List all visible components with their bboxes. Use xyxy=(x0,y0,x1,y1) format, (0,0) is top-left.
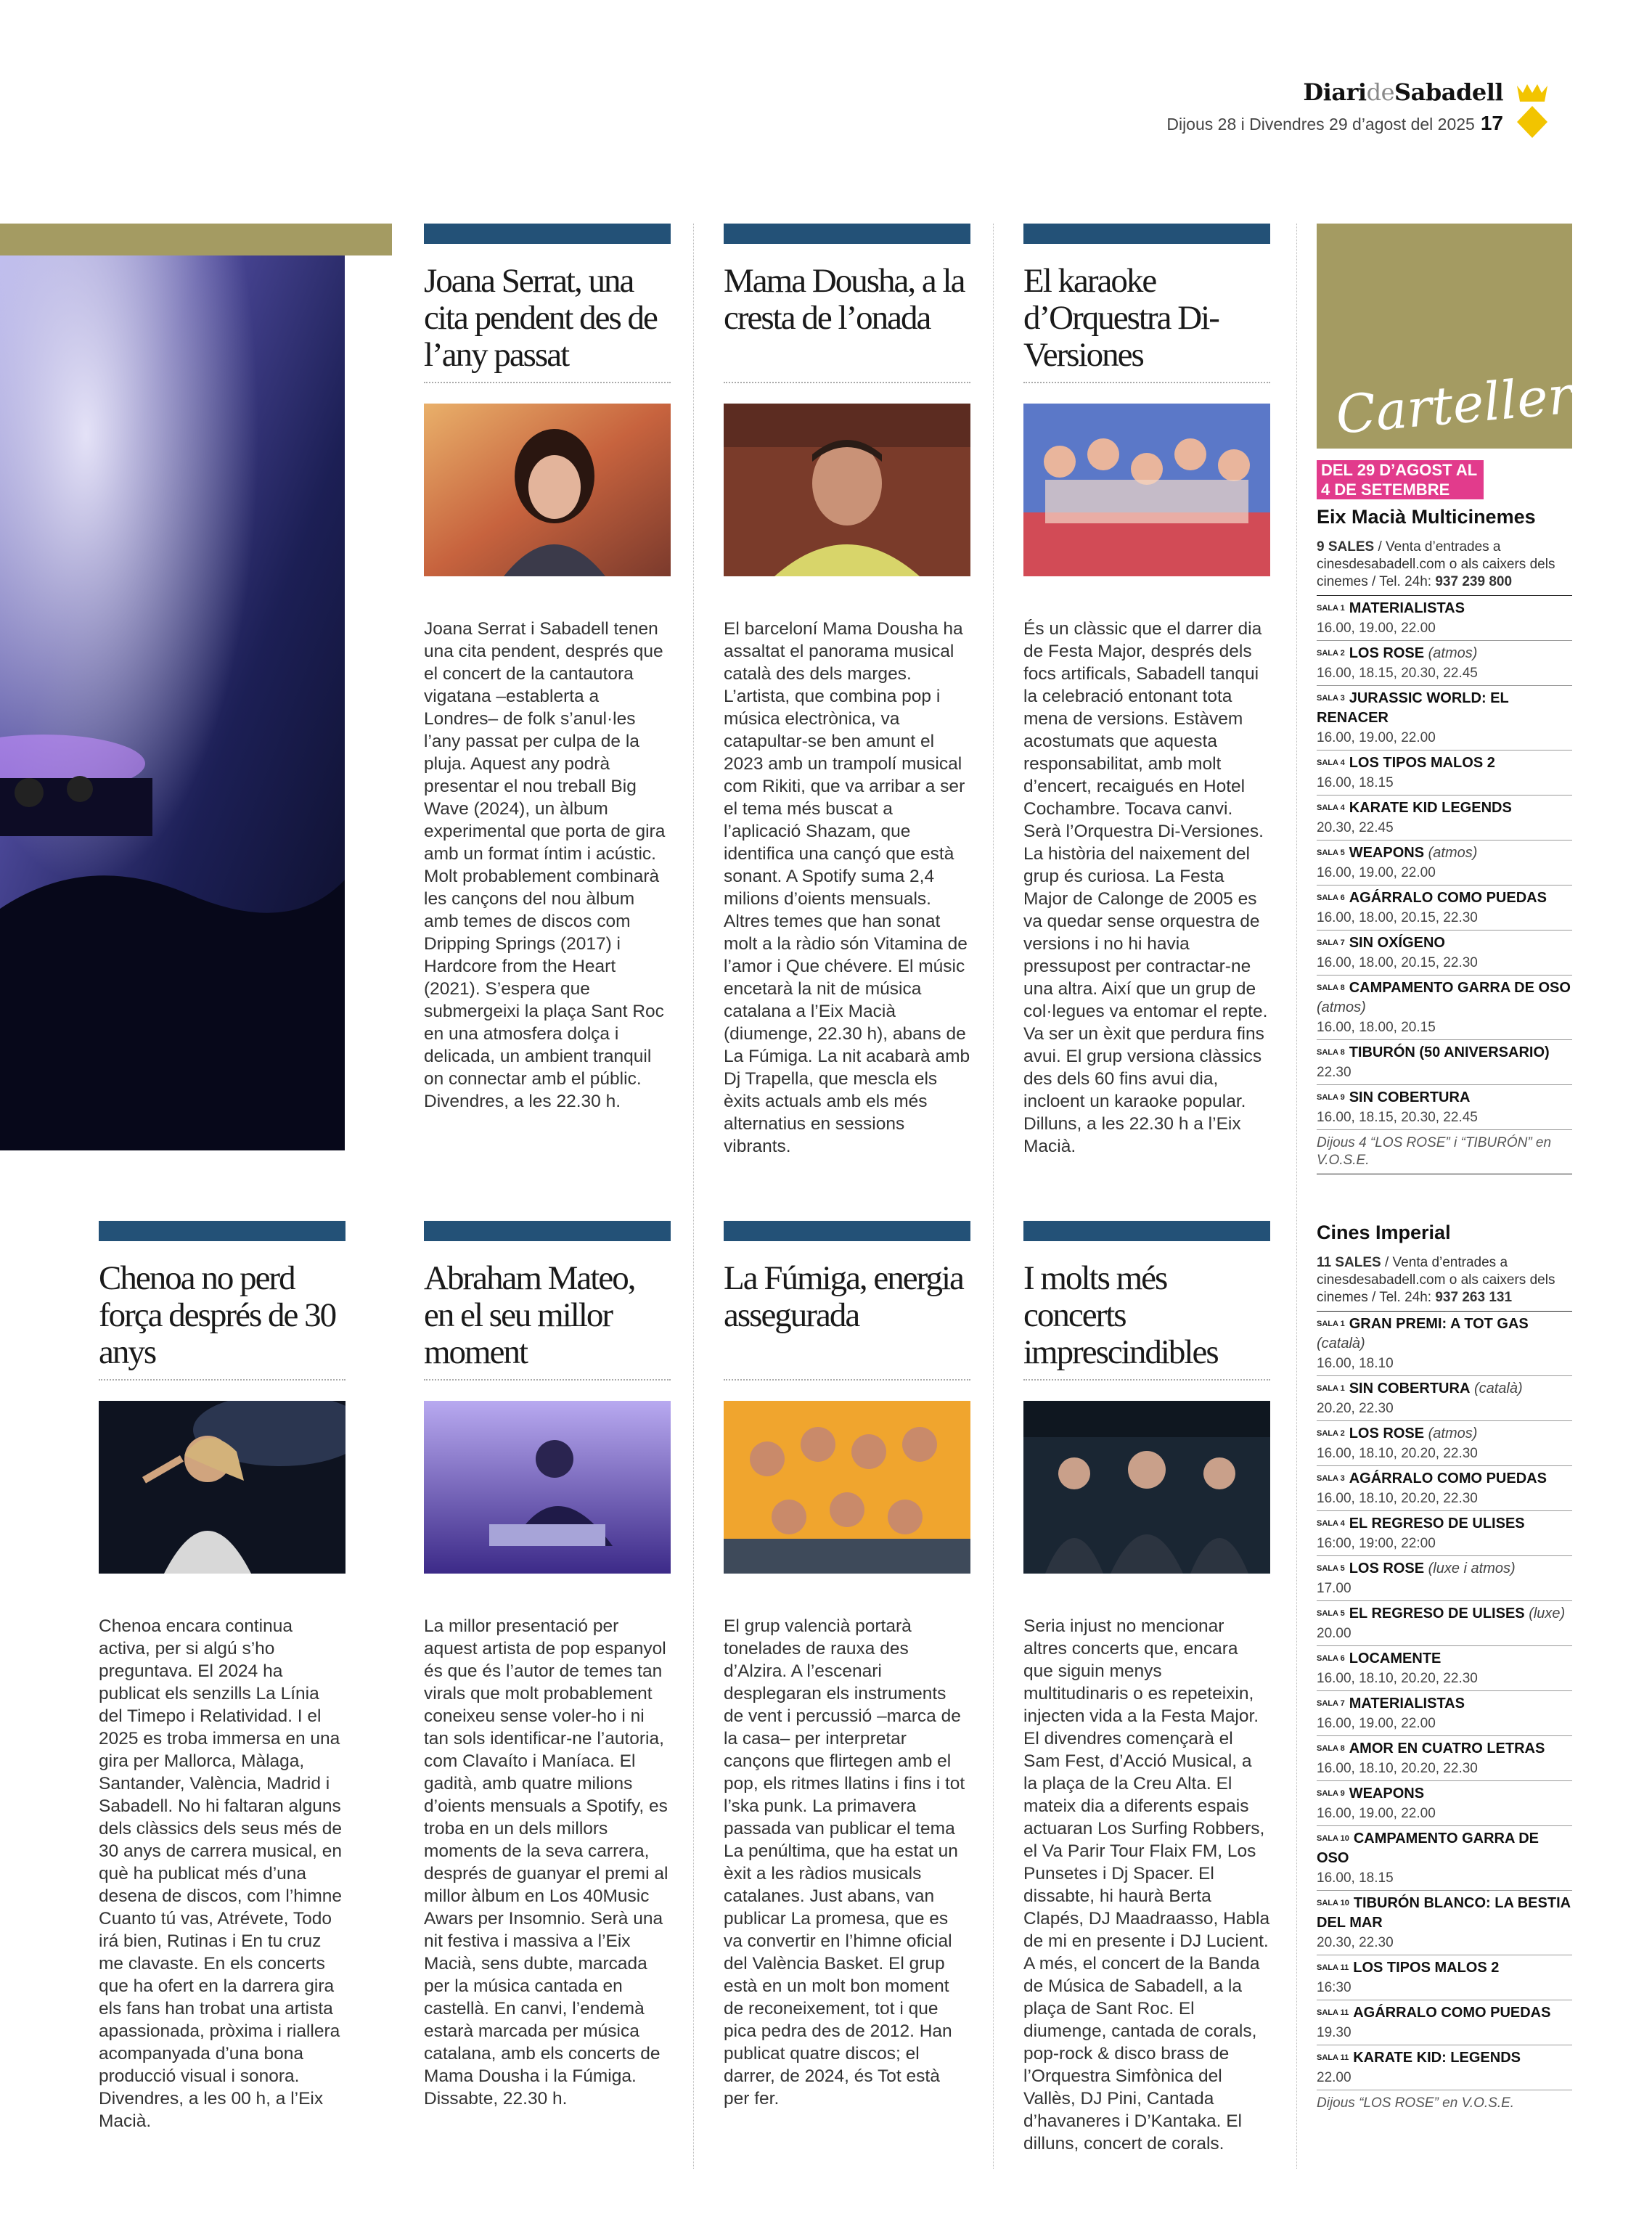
concert-group-photo xyxy=(1023,1401,1270,1574)
article-title: La Fúmiga, energia assegurada xyxy=(724,1259,963,1334)
film-row xyxy=(1317,1736,1572,1781)
film-title: SIN COBERTURA xyxy=(1349,1089,1471,1105)
film-title: AMOR EN CUATRO LETRAS xyxy=(1349,1741,1545,1756)
article-body: Chenoa encara continua activa, per si algú s’ho preguntava. El 2024 ha publicat els senzills La Línia del Timepo i Relatividad. I el 2025 es troba immersa en una gira per Mallorca, Màlaga, Santander, València, Madrid i Sabadell. No hi faltaran alguns dels clàssics dels seus més de 30 anys de carrera musical, en què ha publicat més d’una desena de discos, com l’himne Cuanto tú vas, Atrévete, Todo irá bien, Rutinas i En tu cruz me clavaste. En els concerts que ha ofert en la darrera gira els fans han trobat una artista apassionada, pròxima i riallera acompanyada d’una bona producció visual i sonora. Divendres, a les 00 h, a l’Eix Macià. xyxy=(99,1616,343,2131)
film-format: (atmos) xyxy=(1428,1426,1478,1441)
film-hours: 16.00, 18.10, 20.20, 22.30 xyxy=(1317,1491,1478,1506)
cartellera-title: Cartellera xyxy=(1333,361,1606,446)
title-rule xyxy=(1023,382,1270,383)
film-title: AGÁRRALO COMO PUEDAS xyxy=(1349,890,1547,906)
article-body: La millor presentació per aquest artista de pop espanyol és que és l’autor de temes tan virals que molt probablement coneixeu sense voler-ho i ni tan sols identificar-ne l’autoria, com Clavaíto i Maníaca. El gadità, amb quatre milions d’oients mensuals a Spotify, es troba en un dels millors moments de la seva carrera, després de guanyar el premi al millor àlbum en Los 40Music Awars per Insomnio. Serà una nit festiva i massiva a l’Eix Macià, sens dubte, marcada per la música cantada en castellà. En canvi, l’endemà estarà marcada per música catalana, amb els concerts de Mama Dousha i la Fúmiga. Dissabte, 22.30 h. xyxy=(424,1616,668,2109)
film-hours: 16.00, 18.00, 20.15 xyxy=(1317,1020,1436,1035)
film-title: GRAN PREMI: A TOT GAS xyxy=(1349,1316,1529,1332)
abraham-mateo-photo xyxy=(424,1401,671,1574)
film-title: LOS ROSE xyxy=(1349,1426,1425,1441)
film-format: (atmos) xyxy=(1428,645,1478,661)
film-format: (luxe) xyxy=(1529,1606,1566,1621)
sala-label: SALA 2 xyxy=(1317,649,1345,658)
cinema-info: 9 SALES / Venta d’entrades a cinesdesabadell.com o als caixers dels cinemes / Tel. 24h: 937 239 800 xyxy=(1317,539,1572,596)
film-hours: 16.00, 18.00, 20.15, 22.30 xyxy=(1317,955,1478,970)
cartellera-header xyxy=(1317,224,1606,449)
section-bar xyxy=(424,224,671,244)
article-title: Joana Serrat, una cita pendent des de l’any passat xyxy=(424,262,657,374)
sala-label: SALA 7 xyxy=(1317,938,1345,947)
film-title: TIBURÓN (50 ANIVERSARIO) xyxy=(1349,1044,1550,1060)
film-hours: 17.00 xyxy=(1317,1581,1352,1596)
film-row xyxy=(1317,596,1572,641)
sala-label: SALA 1 xyxy=(1317,1320,1345,1328)
cinema-name: Cines Imperial xyxy=(1317,1222,1451,1243)
film-title: SIN COBERTURA xyxy=(1349,1381,1471,1396)
film-row xyxy=(1317,931,1572,976)
film-title: SIN OXÍGENO xyxy=(1349,935,1445,951)
film-format: (luxe i atmos) xyxy=(1428,1561,1516,1576)
sala-label: SALA 5 xyxy=(1317,1564,1345,1573)
film-hours: 16.00, 18.15, 20.30, 22.45 xyxy=(1317,1110,1478,1125)
sala-label: SALA 8 xyxy=(1317,1744,1345,1753)
section-bar xyxy=(1023,224,1270,244)
film-row xyxy=(1317,841,1572,886)
concert-photo xyxy=(0,255,345,1150)
film-row xyxy=(1317,2000,1572,2045)
page-number: 17 xyxy=(1480,112,1503,134)
sala-label: SALA 9 xyxy=(1317,1093,1345,1102)
film-title: TIBURÓN BLANCO: LA BESTIA DEL MAR xyxy=(1317,1895,1571,1931)
sala-label: SALA 11 xyxy=(1317,2053,1349,2062)
column-separator xyxy=(693,224,694,2169)
sala-label: SALA 2 xyxy=(1317,1429,1345,1438)
sala-label: SALA 11 xyxy=(1317,2008,1349,2017)
film-hours: 16.00, 19.00, 22.00 xyxy=(1317,1716,1436,1731)
masthead xyxy=(1166,78,1503,135)
film-format: (català) xyxy=(1473,1381,1523,1396)
di-versiones-photo xyxy=(1023,404,1270,576)
film-list xyxy=(1317,596,1572,1130)
film-row xyxy=(1317,886,1572,931)
film-row xyxy=(1317,796,1572,841)
film-hours: 16.00, 18.15 xyxy=(1317,775,1394,790)
film-title: EL REGRESO DE ULISES xyxy=(1349,1516,1525,1531)
film-hours: 20.30, 22.30 xyxy=(1317,1935,1394,1950)
title-rule xyxy=(99,1379,345,1381)
sala-label: SALA 1 xyxy=(1317,1384,1345,1393)
sala-label: SALA 5 xyxy=(1317,1609,1345,1618)
sala-label: SALA 8 xyxy=(1317,1048,1345,1057)
film-title: CAMPAMENTO GARRA DE OSO xyxy=(1317,1831,1539,1866)
title-rule xyxy=(424,1379,671,1381)
film-title: AGÁRRALO COMO PUEDAS xyxy=(1349,1471,1547,1486)
film-title: EL REGRESO DE ULISES xyxy=(1349,1606,1525,1621)
mama-dousha-photo xyxy=(724,404,970,576)
article-mama-dousha xyxy=(724,224,970,1158)
column-separator xyxy=(993,224,994,2169)
film-row xyxy=(1317,1421,1572,1466)
film-title: JURASSIC WORLD: EL RENACER xyxy=(1317,690,1509,726)
sala-label: SALA 4 xyxy=(1317,803,1345,812)
section-bar xyxy=(424,1221,671,1241)
article-title: Chenoa no perd força després de 30 anys xyxy=(99,1259,336,1371)
article-altres-concerts xyxy=(1023,1221,1270,2155)
article-body: El barceloní Mama Dousha ha assaltat el panorama musical català des dels marges. L’artista, que combina pop i música electrònica, va catapultar-se ben amunt el 2023 amb un trampolí musical com Rikiti, que va arribar a ser el tema més buscat a l’aplicació Shazam, que identifica una cançó que està sonant. A Spotify suma 2,4 milions d’oients mensuals. Altres temes que han sonat molt a la ràdio són Vitamina de l’amor i Que chévere. El músic encetarà la nit de música catalana a l’Eix Macià (diumenge, 22.30 h), abans de La Fúmiga. La nit acabarà amb Dj Trapella, que mescla els èxits actuals amb els més alternatius en sessions vibrants. xyxy=(724,619,970,1156)
column-separator xyxy=(1296,224,1297,2169)
film-hours: 16.00, 18.10, 20.20, 22.30 xyxy=(1317,1446,1478,1461)
sala-label: SALA 3 xyxy=(1317,694,1345,703)
film-hours: 16.00, 18.15 xyxy=(1317,1870,1394,1886)
hero-bar xyxy=(0,224,392,255)
film-row xyxy=(1317,1312,1572,1376)
date-range-badge: DEL 29 D’AGOST AL 4 DE SETEMBRE xyxy=(1317,460,1484,499)
film-title: KARATE KID: LEGENDS xyxy=(1353,2050,1521,2066)
article-title: Mama Dousha, a la cresta de l’onada xyxy=(724,262,965,337)
section-bar xyxy=(99,1221,345,1241)
cinema-name: Eix Macià Multicinemes xyxy=(1317,506,1536,528)
joana-serrat-photo xyxy=(424,404,671,576)
sala-label: SALA 10 xyxy=(1317,1834,1349,1843)
sala-label: SALA 4 xyxy=(1317,1519,1345,1528)
film-row xyxy=(1317,1511,1572,1556)
film-hours: 20.00 xyxy=(1317,1626,1352,1641)
film-title: LOS ROSE xyxy=(1349,645,1425,661)
film-title: AGÁRRALO COMO PUEDAS xyxy=(1353,2005,1551,2021)
title-rule xyxy=(1023,1379,1270,1381)
sala-label: SALA 11 xyxy=(1317,1963,1349,1972)
film-hours: 16.00, 18.10 xyxy=(1317,1356,1394,1371)
film-format: (català) xyxy=(1317,1336,1365,1351)
article-di-versiones xyxy=(1023,224,1270,1158)
film-hours: 22.30 xyxy=(1317,1065,1352,1080)
sala-label: SALA 6 xyxy=(1317,1654,1345,1663)
film-row xyxy=(1317,1376,1572,1421)
film-title: WEAPONS xyxy=(1349,845,1425,861)
article-body: Joana Serrat i Sabadell tenen una cita pendent, després que el concert de la cantautora vigatana –establerta a Londres– de folk s’anul·les l’any passat per culpa de la pluja. Aquest any podrà presentar el nou treball Big Wave (2024), un àlbum experimental que porta de gira amb un format íntim i acústic. Molt probablement combinarà les cançons del nou àlbum amb temes de discos com Dripping Springs (2017) i Hardcore from the Heart (2021). S’espera que submergeixi la plaça Sant Roc en una atmosfera dolça i delicada, un ambient tranquil on connectar amb el públic. Divendres, a les 22.30 h. xyxy=(424,619,666,1111)
article-body: És un clàssic que el darrer dia de Festa Major, després dels focs artificals, Sabadell tanqui la celebració entonant tota mena de versions. Estàvem acostumats que aquesta responsabilitat, amb molt d’encert, recaigués en Hotel Cochambre. Tocava canvi. Serà l’Orquestra Di-Versiones. La història del naixement del grup és curiosa. La Festa Major de Calonge de 2005 es va quedar sense orquestra de versions i no hi havia pressupost per contractar-ne una altra. Així que un grup de col·legues va entomar el repte. Va ser un èxit que perdura fins avui. El grup versiona clàssics des dels 60 fins avui dia, incloent un karaoke popular. Dilluns, a les 22.30 h a l’Eix Macià. xyxy=(1023,619,1268,1156)
sala-label: SALA 3 xyxy=(1317,1474,1345,1483)
cartellera-sidebar xyxy=(1317,224,1606,2116)
film-row xyxy=(1317,641,1572,686)
cinema-note: Dijous “LOS ROSE” en V.O.S.E. xyxy=(1317,2095,1515,2111)
film-title: LOS ROSE xyxy=(1349,1561,1425,1576)
film-row xyxy=(1317,1601,1572,1646)
film-format: (atmos) xyxy=(1428,845,1478,861)
film-hours: 16.00, 18.10, 20.20, 22.30 xyxy=(1317,1761,1478,1776)
film-row xyxy=(1317,1691,1572,1736)
film-title: LOS TIPOS MALOS 2 xyxy=(1349,755,1495,771)
article-title: Abraham Mateo, en el seu millor moment xyxy=(424,1259,635,1371)
film-title: WEAPONS xyxy=(1349,1786,1425,1801)
article-body: Seria injust no mencionar altres concerts que, encara que siguin menys multitudinaris o es repeteixin, injecten vida a la Festa Major. El divendres començarà el Sam Fest, d’Acció Musical, a la plaça de la Creu Alta. El mateix dia a diferents espais actuaran Los Surfing Robbers, el Va Parir Tour Flaix FM, Los Punsetes i Dj Spacer. El dissabte, hi haurà Berta Clapés, DJ Maadraasso, Habla de mi en presente i DJ Lucient. A més, el concert de la Banda de Música de Sabadell, a la plaça de Sant Roc. El diumenge, cantada de corals, pop-rock & disco brass de l’Orquestra Simfònica del Vallès, DJ Pini, Cantada d’havaneres i D’Kantaka. El dilluns, concert de corals. xyxy=(1023,1616,1270,2154)
cinema-info: 11 SALES / Venta d’entrades a cinesdesabadell.com o als caixers dels cinemes / Tel. 24h: 937 263 131 xyxy=(1317,1254,1572,1312)
sala-label: SALA 6 xyxy=(1317,893,1345,902)
film-hours: 19.30 xyxy=(1317,2025,1352,2040)
title-rule xyxy=(424,382,671,383)
film-row xyxy=(1317,1646,1572,1691)
film-title: KARATE KID LEGENDS xyxy=(1349,800,1512,816)
film-hours: 16.00, 19.00, 22.00 xyxy=(1317,1806,1436,1821)
film-hours: 20.30, 22.45 xyxy=(1317,820,1394,835)
sala-label: SALA 8 xyxy=(1317,983,1345,992)
film-row xyxy=(1317,751,1572,796)
film-row xyxy=(1317,1556,1572,1601)
film-title: MATERIALISTAS xyxy=(1349,600,1465,616)
dateline xyxy=(1166,112,1503,135)
film-hours: 16:00, 19:00, 22:00 xyxy=(1317,1536,1436,1551)
film-hours: 16.00, 19.00, 22.00 xyxy=(1317,865,1436,880)
la-fumiga-photo xyxy=(724,1401,970,1574)
section-bar xyxy=(724,224,970,244)
film-title: LOS TIPOS MALOS 2 xyxy=(1353,1960,1500,1976)
sala-label: SALA 7 xyxy=(1317,1699,1345,1708)
article-abraham-mateo xyxy=(424,1221,671,2110)
sala-label: SALA 1 xyxy=(1317,604,1345,613)
film-title: MATERIALISTAS xyxy=(1349,1696,1465,1711)
article-title: I molts més concerts imprescindibles xyxy=(1023,1259,1218,1371)
film-row xyxy=(1317,1891,1572,1955)
section-bar xyxy=(1023,1221,1270,1241)
film-hours: 16.00, 19.00, 22.00 xyxy=(1317,621,1436,636)
article-joana-serrat xyxy=(424,224,671,1113)
title-rule xyxy=(724,382,970,383)
film-row xyxy=(1317,1955,1572,2000)
film-hours: 16.00, 18.15, 20.30, 22.45 xyxy=(1317,666,1478,681)
sala-label: SALA 9 xyxy=(1317,1789,1345,1798)
sala-label: SALA 10 xyxy=(1317,1899,1349,1907)
film-title: CAMPAMENTO GARRA DE OSO xyxy=(1349,980,1571,996)
chenoa-photo xyxy=(99,1401,345,1574)
film-row xyxy=(1317,1466,1572,1511)
article-la-fumiga xyxy=(724,1221,970,2110)
film-hours: 16:30 xyxy=(1317,1980,1352,1995)
film-row xyxy=(1317,1040,1572,1085)
film-row xyxy=(1317,1085,1572,1130)
title-rule xyxy=(724,1379,970,1381)
article-chenoa xyxy=(99,1221,345,2132)
brand-logo: DiarideSabadell xyxy=(1303,78,1503,106)
cinema-note: Dijous 4 “LOS ROSE” i “TIBURÓN” en V.O.S.E. xyxy=(1317,1134,1572,1174)
film-list xyxy=(1317,1312,1572,2090)
sala-label: SALA 5 xyxy=(1317,848,1345,857)
film-title: LOCAMENTE xyxy=(1349,1651,1442,1666)
film-hours: 20.20, 22.30 xyxy=(1317,1401,1394,1416)
article-title: El karaoke d’Orquestra Di-Versiones xyxy=(1023,262,1219,374)
issue-date: Dijous 28 i Divendres 29 d’agost del 2025 xyxy=(1166,115,1475,134)
film-hours: 16.00, 18.00, 20.15, 22.30 xyxy=(1317,910,1478,925)
film-row xyxy=(1317,686,1572,751)
film-row xyxy=(1317,1781,1572,1826)
crest-icon xyxy=(1514,81,1550,138)
film-hours: 16.00, 18.10, 20.20, 22.30 xyxy=(1317,1671,1478,1686)
film-hours: 22.00 xyxy=(1317,2070,1352,2085)
section-bar xyxy=(724,1221,970,1241)
film-row xyxy=(1317,2045,1572,2090)
sala-label: SALA 4 xyxy=(1317,758,1345,767)
film-hours: 16.00, 19.00, 22.00 xyxy=(1317,730,1436,745)
film-format: (atmos) xyxy=(1317,999,1366,1015)
article-body: El grup valencià portarà tonelades de rauxa des d’Alzira. A l’escenari desplegaran els instruments de vent i percussió –marca de la casa– per interpretar cançons que flirtegen amb el pop, els ritmes llatins i fins i tot l’ska punk. La primavera passada van publicar el tema La penúltima, que ha estat un èxit a les ràdios musicals catalanes. Just abans, van publicar La promesa, que es va convertir en l’himne oficial del València Basket. El grup està en un molt bon moment de reconeixement, tot i que pica pedra des de 2012. Han publicat quatre discos; el darrer, de 2024, és Tot està per fer. xyxy=(724,1616,965,2109)
film-row xyxy=(1317,1826,1572,1891)
film-row xyxy=(1317,976,1572,1040)
